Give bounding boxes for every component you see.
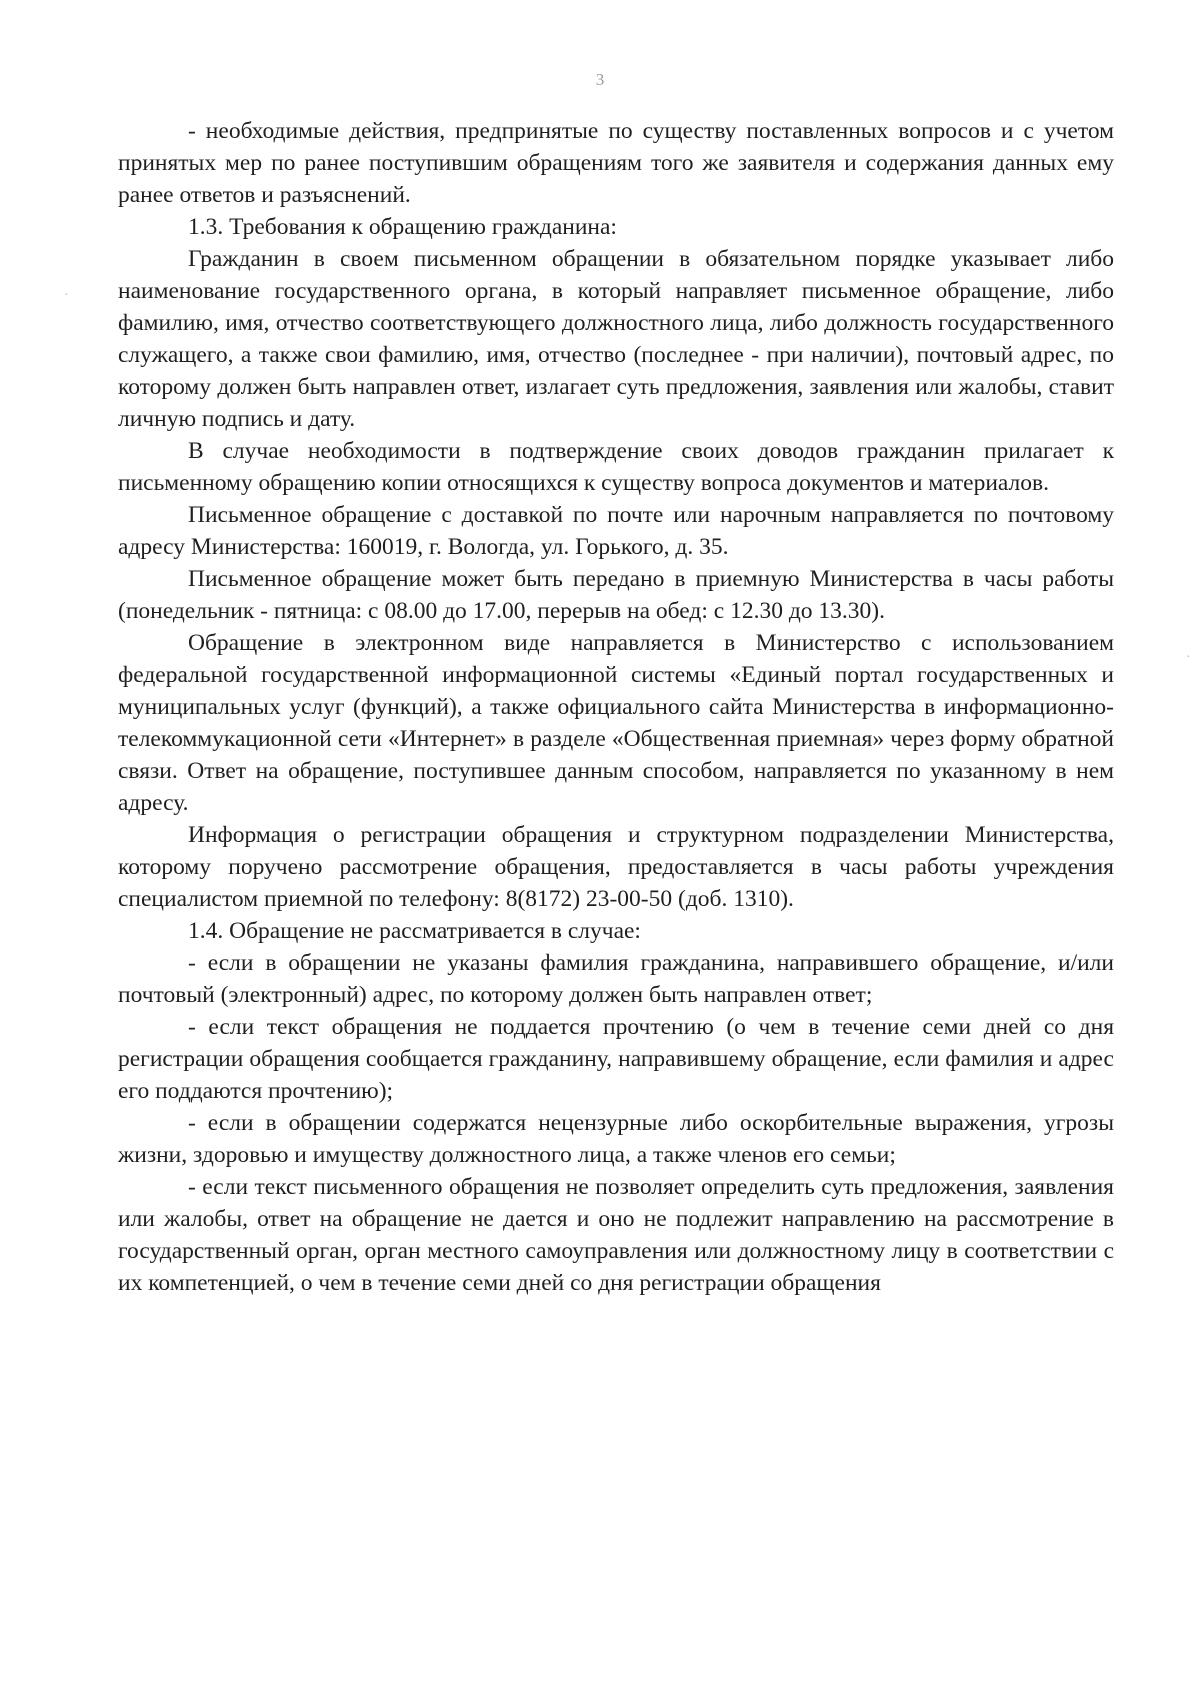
paragraph-necessary-actions: - необходимые действия, предпринятые по существу поставленных вопросов и с учетом принятых мер по ранее поступившим обращениям того же заявителя и содержания данных ему ранее ответов и разъяснений. [118,118,1114,208]
list-item-no-surname: - если в обращении не указаны фамилия гражданина, направившего обращение, и/или почтовый (электронный) адрес, по которому должен быть направлен ответ; [118,950,1114,1008]
scan-artifact-dot: · [64,288,69,303]
paragraph-attachments: В случае необходимости в подтверждение своих доводов гражданин прилагает к письменному обращению копии относящихся к существу вопроса документов и материалов. [118,438,1114,496]
list-item-undefined-essence: - если текст письменного обращения не позволяет определить суть предложения, заявления или жалобы, ответ на обращение не дается и оно не подлежит направлению на рассмотрение в государственный орган, орган местного самоуправления или должностному лицу в соответствии с их компетенцией, о чем в течение семи дней со дня регистрации обращения [118,1174,1114,1296]
list-item-obscene: - если в обращении содержатся нецензурные либо оскорбительные выражения, угрозы жизни, здоровью и имуществу должностного лица, а также членов его семьи; [118,1110,1114,1168]
paragraph-reception-hours: Письменное обращение может быть передано в приемную Министерства в часы работы (понедельник - пятница: с 08.00 до 17.00, перерыв на обед: с 12.30 до 13.30). [118,566,1114,624]
section-heading-1-4: 1.4. Обращение не рассматривается в случае: [188,918,641,944]
list-item-unreadable: - если текст обращения не поддается прочтению (о чем в течение семи дней со дня регистрации обращения сообщается гражданину, направившему обращение, если фамилия и адрес его поддаются прочтению); [118,1014,1114,1104]
document-body [118,115,1114,1299]
paragraph-registration-info: Информация о регистрации обращения и структурном подразделении Министерства, которому поручено рассмотрение обращения, предоставляется в часы работы учреждения специалистом приемной по телефону: 8(8172) 23-00-50 (доб. 1310). [118,822,1114,912]
page-number: 3 [595,70,605,89]
paragraph-postal-address: Письменное обращение с доставкой по почте или нарочным направляется по почтовому адресу Министерства: 160019, г. Вологда, ул. Горького, д. 35. [118,502,1114,560]
section-heading-1-3: 1.3. Требования к обращению гражданина: [188,214,617,240]
paragraph-citizen-requirements: Гражданин в своем письменном обращении в обязательном порядке указывает либо наименование государственного органа, в который направляет письменное обращение, либо фамилию, имя, отчество соответствующего должностного лица, либо должность государственного служащего, а также свои фамилию, имя, отчество (последнее - при наличии), почтовый адрес, по которому должен быть направлен ответ, излагает суть предложения, заявления или жалобы, ставит личную подпись и дату. [118,246,1114,432]
scan-artifact-dot: · [1186,650,1191,665]
paragraph-electronic-submission: Обращение в электронном виде направляется в Министерство с использованием федеральной государственной информационной системы «Единый портал государственных и муниципальных услуг (функций), а также официального сайта Министерства в информационно-телекоммукационной сети «Интернет» в разделе «Общественная приемная» через форму обратной связи. Ответ на обращение, поступившее данным способом, направляется по указанному в нем адресу. [118,630,1114,816]
